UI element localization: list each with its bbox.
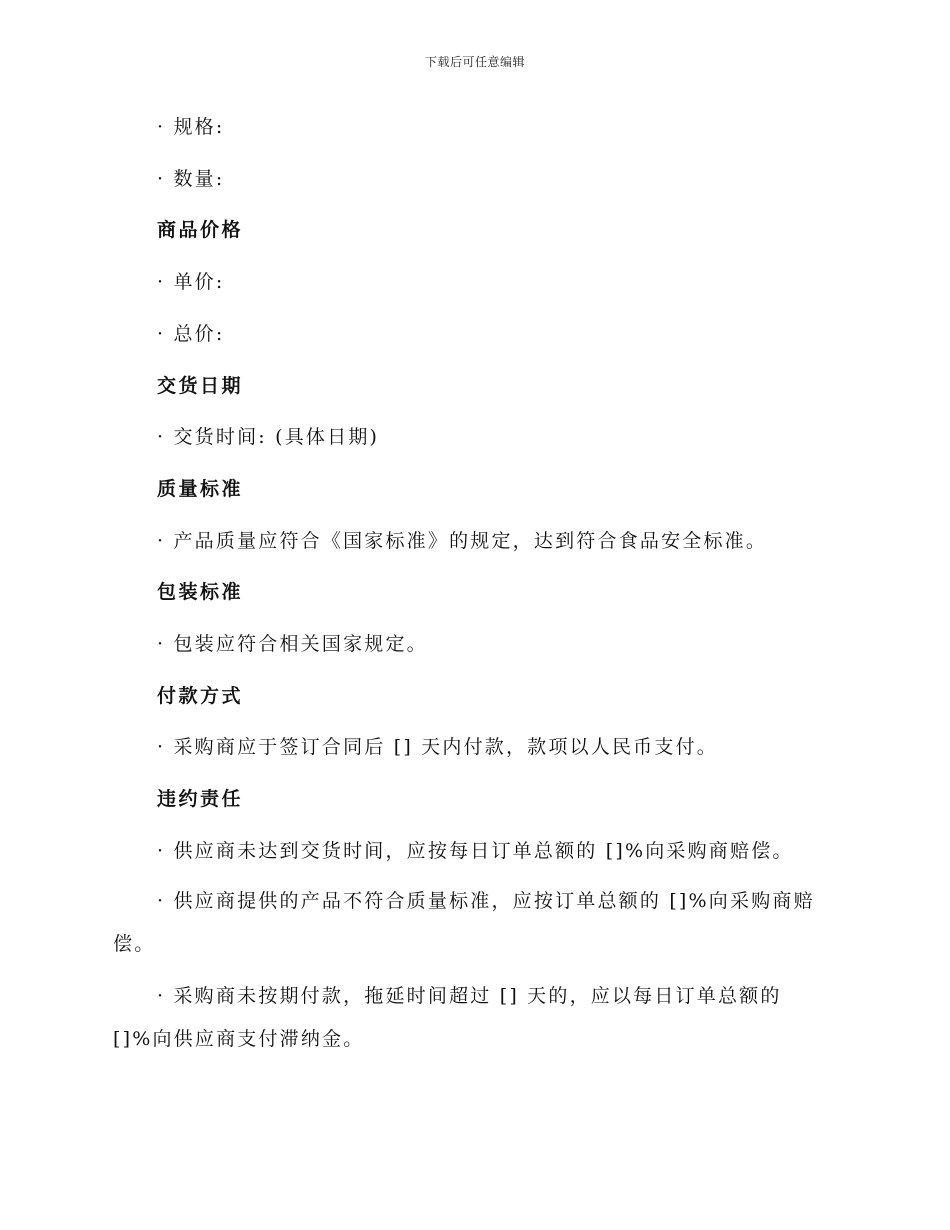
total-price-line: · 总价: [157, 323, 225, 345]
liability-paragraph-2: · 供应商提供的产品不符合质量标准，应按订单总额的 []%向采购商赔偿。 [113, 890, 815, 955]
page-header: 下载后可任意编辑 [424, 55, 525, 69]
liability-paragraph-3: · 采购商未按期付款，拖延时间超过 [] 天的，应以每日订单总额的 []%向供应商支付滞纳金。 [113, 985, 782, 1050]
heading-price: 商品价格 [157, 219, 244, 241]
payment-line: · 采购商应于签订合同后 [] 天内付款，款项以人民币支付。 [157, 736, 718, 758]
heading-payment: 付款方式 [157, 685, 244, 707]
unit-price-line: · 单价: [157, 271, 225, 293]
heading-liability: 违约责任 [157, 788, 244, 810]
delivery-time-line: · 交货时间: (具体日期) [157, 426, 380, 448]
packaging-line: · 包装应符合相关国家规定。 [157, 633, 428, 655]
quality-line: · 产品质量应符合《国家标准》的规定，达到符合食品安全标准。 [157, 530, 768, 552]
liability-line-1: · 供应商未达到交货时间，应按每日订单总额的 []%向采购商赔偿。 [157, 840, 794, 862]
spec-line: · 规格: [157, 116, 225, 138]
heading-quality: 质量标准 [157, 478, 244, 500]
quantity-line: · 数量: [157, 168, 225, 190]
heading-delivery: 交货日期 [157, 375, 244, 397]
heading-packaging: 包装标准 [157, 581, 244, 603]
